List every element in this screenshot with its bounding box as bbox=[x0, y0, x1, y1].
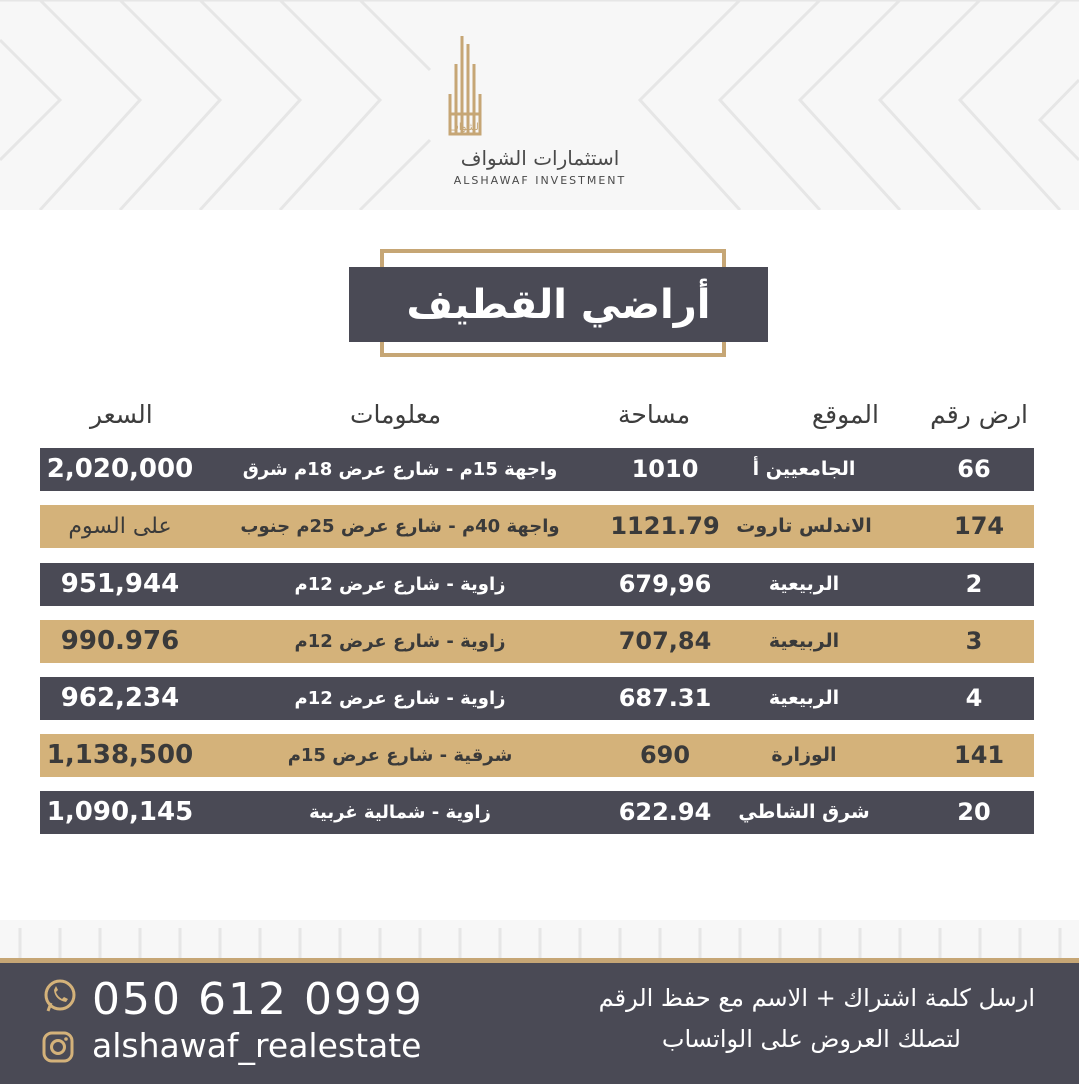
land-info: زاوية - شارع عرض 12م bbox=[294, 688, 506, 709]
table-row bbox=[40, 677, 1034, 720]
land-location: الاندلس تاروت bbox=[736, 515, 872, 537]
logo-tower-icon bbox=[440, 34, 490, 144]
header-pattern-band bbox=[0, 0, 1079, 210]
instagram-handle[interactable]: alshawaf_realestate bbox=[92, 1026, 422, 1065]
land-area: 622.94 bbox=[618, 798, 712, 826]
land-location: الجامعيين أ bbox=[752, 458, 856, 480]
land-location: الربيعية bbox=[768, 630, 840, 652]
brand-name-en: ALSHAWAF INVESTMENT bbox=[453, 174, 627, 187]
land-area: 1010 bbox=[631, 455, 699, 483]
header-number: ارض رقم bbox=[930, 400, 1028, 429]
land-price: 951,944 bbox=[60, 569, 180, 599]
subscribe-message-line2: لتصلك العروض على الواتساب bbox=[661, 1025, 961, 1053]
land-number: 66 bbox=[957, 455, 991, 483]
land-number: 2 bbox=[965, 570, 983, 598]
table-row bbox=[40, 734, 1034, 777]
subscribe-message-line1: ارسل كلمة اشتراك + الاسم مع حفظ الرقم bbox=[598, 984, 1035, 1012]
phone-number[interactable]: 050 612 0999 bbox=[92, 974, 424, 1025]
land-info: شرقية - شارع عرض 15م bbox=[287, 745, 513, 766]
land-number: 4 bbox=[965, 684, 983, 712]
land-info: واجهة 15م - شارع عرض 18م شرق bbox=[242, 459, 558, 480]
land-area: 707,84 bbox=[618, 627, 712, 655]
header-price: السعر bbox=[90, 400, 153, 429]
land-area: 679,96 bbox=[618, 570, 712, 598]
table-row bbox=[40, 620, 1034, 663]
land-info: زاوية - شارع عرض 12م bbox=[294, 631, 506, 652]
table-headers bbox=[40, 400, 1034, 440]
header-location: الموقع bbox=[811, 400, 879, 429]
instagram-icon bbox=[42, 1031, 74, 1063]
land-location: الربيعية bbox=[768, 687, 840, 709]
land-info: زاوية - شمالية غربية bbox=[309, 802, 491, 823]
land-price: 1,090,145 bbox=[46, 797, 194, 827]
footer-pattern-band bbox=[0, 920, 1079, 958]
land-number: 174 bbox=[954, 512, 1005, 540]
land-number: 20 bbox=[957, 798, 991, 826]
whatsapp-icon bbox=[42, 978, 78, 1014]
land-info: زاوية - شارع عرض 12م bbox=[294, 574, 506, 595]
land-price: 2,020,000 bbox=[46, 454, 194, 484]
land-price: على السوم bbox=[68, 514, 172, 539]
header-area: مساحة bbox=[618, 400, 691, 429]
table-row bbox=[40, 505, 1034, 548]
land-location: الوزارة bbox=[771, 744, 837, 766]
land-info: واجهة 40م - شارع عرض 25م جنوب bbox=[240, 516, 560, 537]
footer-accent-line bbox=[0, 958, 1079, 963]
land-price: 1,138,500 bbox=[46, 740, 194, 770]
brand-logo bbox=[440, 34, 640, 194]
land-location: الربيعية bbox=[768, 573, 840, 595]
table-row bbox=[40, 791, 1034, 834]
header-info: معلومات bbox=[350, 400, 442, 429]
brand-name-ar: استثمارات الشواف bbox=[460, 146, 620, 170]
contact-footer bbox=[0, 958, 1079, 1084]
land-location: شرق الشاطي bbox=[738, 801, 870, 823]
land-area: 690 bbox=[639, 741, 691, 769]
land-area: 1121.79 bbox=[610, 512, 720, 540]
land-price: 962,234 bbox=[60, 683, 180, 713]
land-number: 141 bbox=[954, 741, 1005, 769]
page-title: أراضي القطيف bbox=[349, 267, 768, 342]
land-number: 3 bbox=[965, 627, 983, 655]
table-row bbox=[40, 563, 1034, 606]
table-row bbox=[40, 448, 1034, 491]
land-area: 687.31 bbox=[618, 684, 712, 712]
land-price: 990.976 bbox=[60, 626, 180, 656]
geometric-pattern-bottom bbox=[0, 920, 1079, 958]
logo-mark-text: الشواف bbox=[448, 122, 482, 133]
